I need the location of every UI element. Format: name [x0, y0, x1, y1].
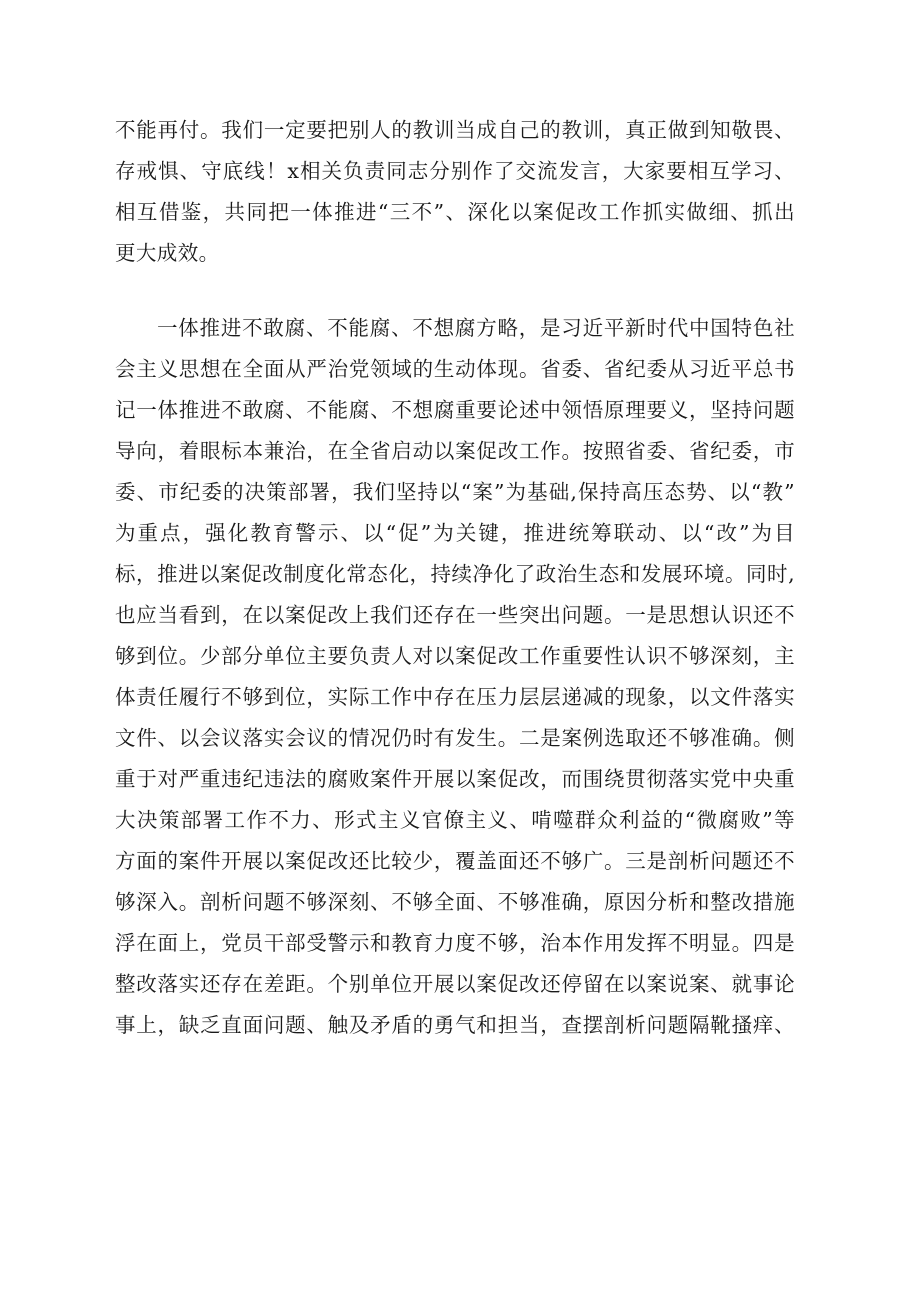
text-line: 一体推进不敢腐、不能腐、不想腐方略，是习近平新时代中国特色社 — [157, 316, 795, 340]
text-line: 为重点，强化教育警示、以“促”为关键，推进统筹联动、以“改”为目 — [115, 521, 795, 545]
text-line: 不能再付。我们一定要把别人的教训当成自己的教训，真正做到知敬畏、 — [115, 118, 795, 142]
text-line: 整改落实还存在差距。个别单位开展以案促改还停留在以案说案、就事论 — [115, 972, 795, 996]
text-line: 重于对严重违纪违法的腐败案件开展以案促改，而围绕贯彻落实党中央重 — [115, 767, 795, 791]
text-line: 浮在面上，党员干部受警示和教育力度不够，治本作用发挥不明显。四是 — [115, 931, 795, 955]
text-line: 文件、以会议落实会议的情况仍时有发生。二是案例选取还不够准确。侧 — [115, 726, 795, 750]
text-line: 会主义思想在全面从严治党领域的生动体现。省委、省纪委从习近平总书 — [115, 357, 795, 381]
text-line: 体责任履行不够到位，实际工作中存在压力层层递减的现象，以文件落实 — [115, 685, 795, 709]
paragraph-1 — [115, 110, 795, 274]
text-line: 导向，着眼标本兼治，在全省启动以案促改工作。按照省委、省纪委，市 — [115, 439, 795, 463]
text-line: 方面的案件开展以案促改还比较少，覆盖面还不够广。三是剖析问题还不 — [115, 849, 795, 873]
text-line: 够到位。少部分单位主要负责人对以案促改工作重要性认识不够深刻，主 — [115, 644, 795, 668]
text-line: 相互借鉴，共同把一体推进“三不”、深化以案促改工作抓实做细、抓出 — [115, 200, 795, 224]
text-line: 事上，缺乏直面问题、触及矛盾的勇气和担当，查摆剖析问题隔靴搔痒、 — [115, 1013, 795, 1037]
text-line: 更大成效。 — [115, 241, 220, 265]
text-line: 委、市纪委的决策部署，我们坚持以“案”为基础,保持高压态势、以“教” — [115, 480, 795, 504]
text-line: 记一体推进不敢腐、不能腐、不想腐重要论述中领悟原理要义，坚持问题 — [115, 398, 795, 422]
text-line: 存戒惧、守底线！x相关负责同志分别作了交流发言，大家要相互学习、 — [115, 159, 795, 183]
text-line: 标，推进以案促改制度化常态化，持续净化了政治生态和发展环境。同时, — [115, 562, 795, 586]
text-line: 也应当看到，在以案促改上我们还存在一些突出问题。一是思想认识还不 — [115, 603, 795, 627]
text-line: 够深入。剖析问题不够深刻、不够全面、不够准确，原因分析和整改措施 — [115, 890, 795, 914]
text-line: 大决策部署工作不力、形式主义官僚主义、啃噬群众利益的“微腐败”等 — [115, 808, 795, 832]
paragraph-2 — [115, 308, 795, 1046]
